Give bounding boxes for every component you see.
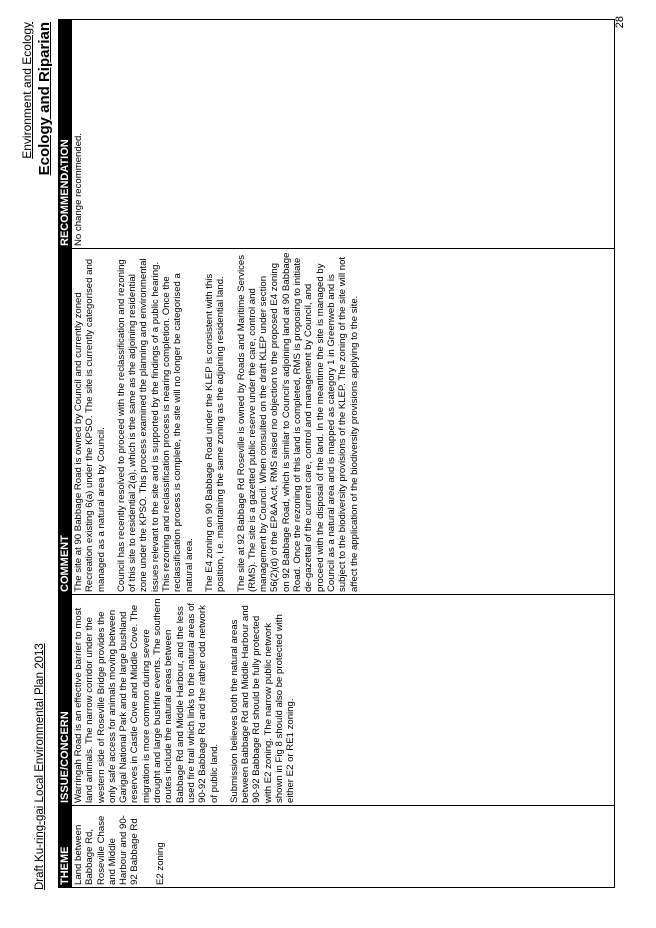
theme-cell (72, 806, 615, 888)
recommendation-cell (72, 20, 615, 249)
comment-paragraph: The site at 90 Babbage Road is owned by Council and currently zoned Recreation existing 6(a) under the KPSO. The site is currently categorised and managed as a natural area by Council. (73, 258, 107, 592)
issue-paragraph: Submission believes both the natural areas between Babbage Rd and Middle Harbour and 90-92 Babbage Rd should be fully protected with E2 zoning. The narrow public network shown in Fig 8 should also be protected with either E2 or RE1 zoning. (228, 605, 297, 803)
column-header-recommendation: RECOMMENDATION (59, 20, 72, 249)
table-row (72, 20, 615, 888)
section-title: Environment and Ecology (20, 22, 34, 159)
issue-cell (72, 595, 615, 806)
page-number: 28 (614, 16, 626, 29)
section-heading (20, 22, 53, 175)
comment-paragraph: The site at 92 Babbage Rd Roseville is owned by Roads and Maritime Services (RMS). The site is a gazetted public reserve under the care, control and management by Council. When consulted on the draft KLEP under section 56(2)(d) of the EP&A Act, RMS raised no objection to the proposed E4 zoning on 92 Babbage Road, which is similar to Council's adjoining land at 90 Babbage Road. Once the rezoning of this land is completed, RMS is proposing to initiate de-gazettal of the current care, control and management by Council, and proceed with the disposal of the land. In the meantime the site is managed by Council as a natural area and is mapped as category 1 in Greenweb and is subject to the biodiversity provisions of the KLEP. The zoning of the site will not affect the application of the biodiversity provisions applying to the site. (235, 252, 360, 592)
recommendation-text: No change recommended. (73, 132, 84, 246)
comment-paragraph: Council has recently resolved to proceed with the reclassification and rezoning of this site to residential 2(a), which is the same as the adjoining residential zone under the KPSO. This process examined the planning and environmental issues relevant to the site and is supported by the findings of a public hearing. This rezoning and reclassification process is nearing completion. Once the reclassification process is complete, the site will no longer be categorised a natural area. (115, 258, 195, 592)
column-header-issue: ISSUE/CONCERN (59, 595, 72, 806)
theme-zoning: E2 zoning (154, 842, 166, 885)
subsection-title: Ecology and Riparian (36, 22, 53, 176)
submissions-table (58, 19, 615, 888)
column-header-comment: COMMENT (59, 249, 72, 595)
theme-location: Land between Babbage Rd, Roseville Chase and Middle Harbour and 90-92 Babbage Rd (73, 815, 141, 885)
column-header-theme: THEME (59, 806, 72, 888)
plan-title: Draft Ku-ring-gai Local Environmental Plan 2013 (34, 643, 46, 890)
comment-paragraph: The E4 zoning on 90 Babbage Road under the KLEP is consistent with this position, i.e. maintaining the same zoning as the adjoining residential land. (203, 273, 227, 592)
comment-cell (72, 249, 615, 595)
issue-paragraph: Warringah Road is an effective barrier to most land animals. The narrow corridor under the western side of Roseville Bridge provides the only safe access for animals moving between Garigal National Park and the large bushland reserves in Castle Cove and Middle Cove. The migration is more common during severe drought and large bushfire events. The southern routes include the natural areas between Babbage Rd and Middle Harbour, and the less used fire trail which links to the natural areas of 90-92 Babbage Rd and the rather odd network of public land. (73, 598, 220, 803)
table-header-row (59, 20, 72, 888)
